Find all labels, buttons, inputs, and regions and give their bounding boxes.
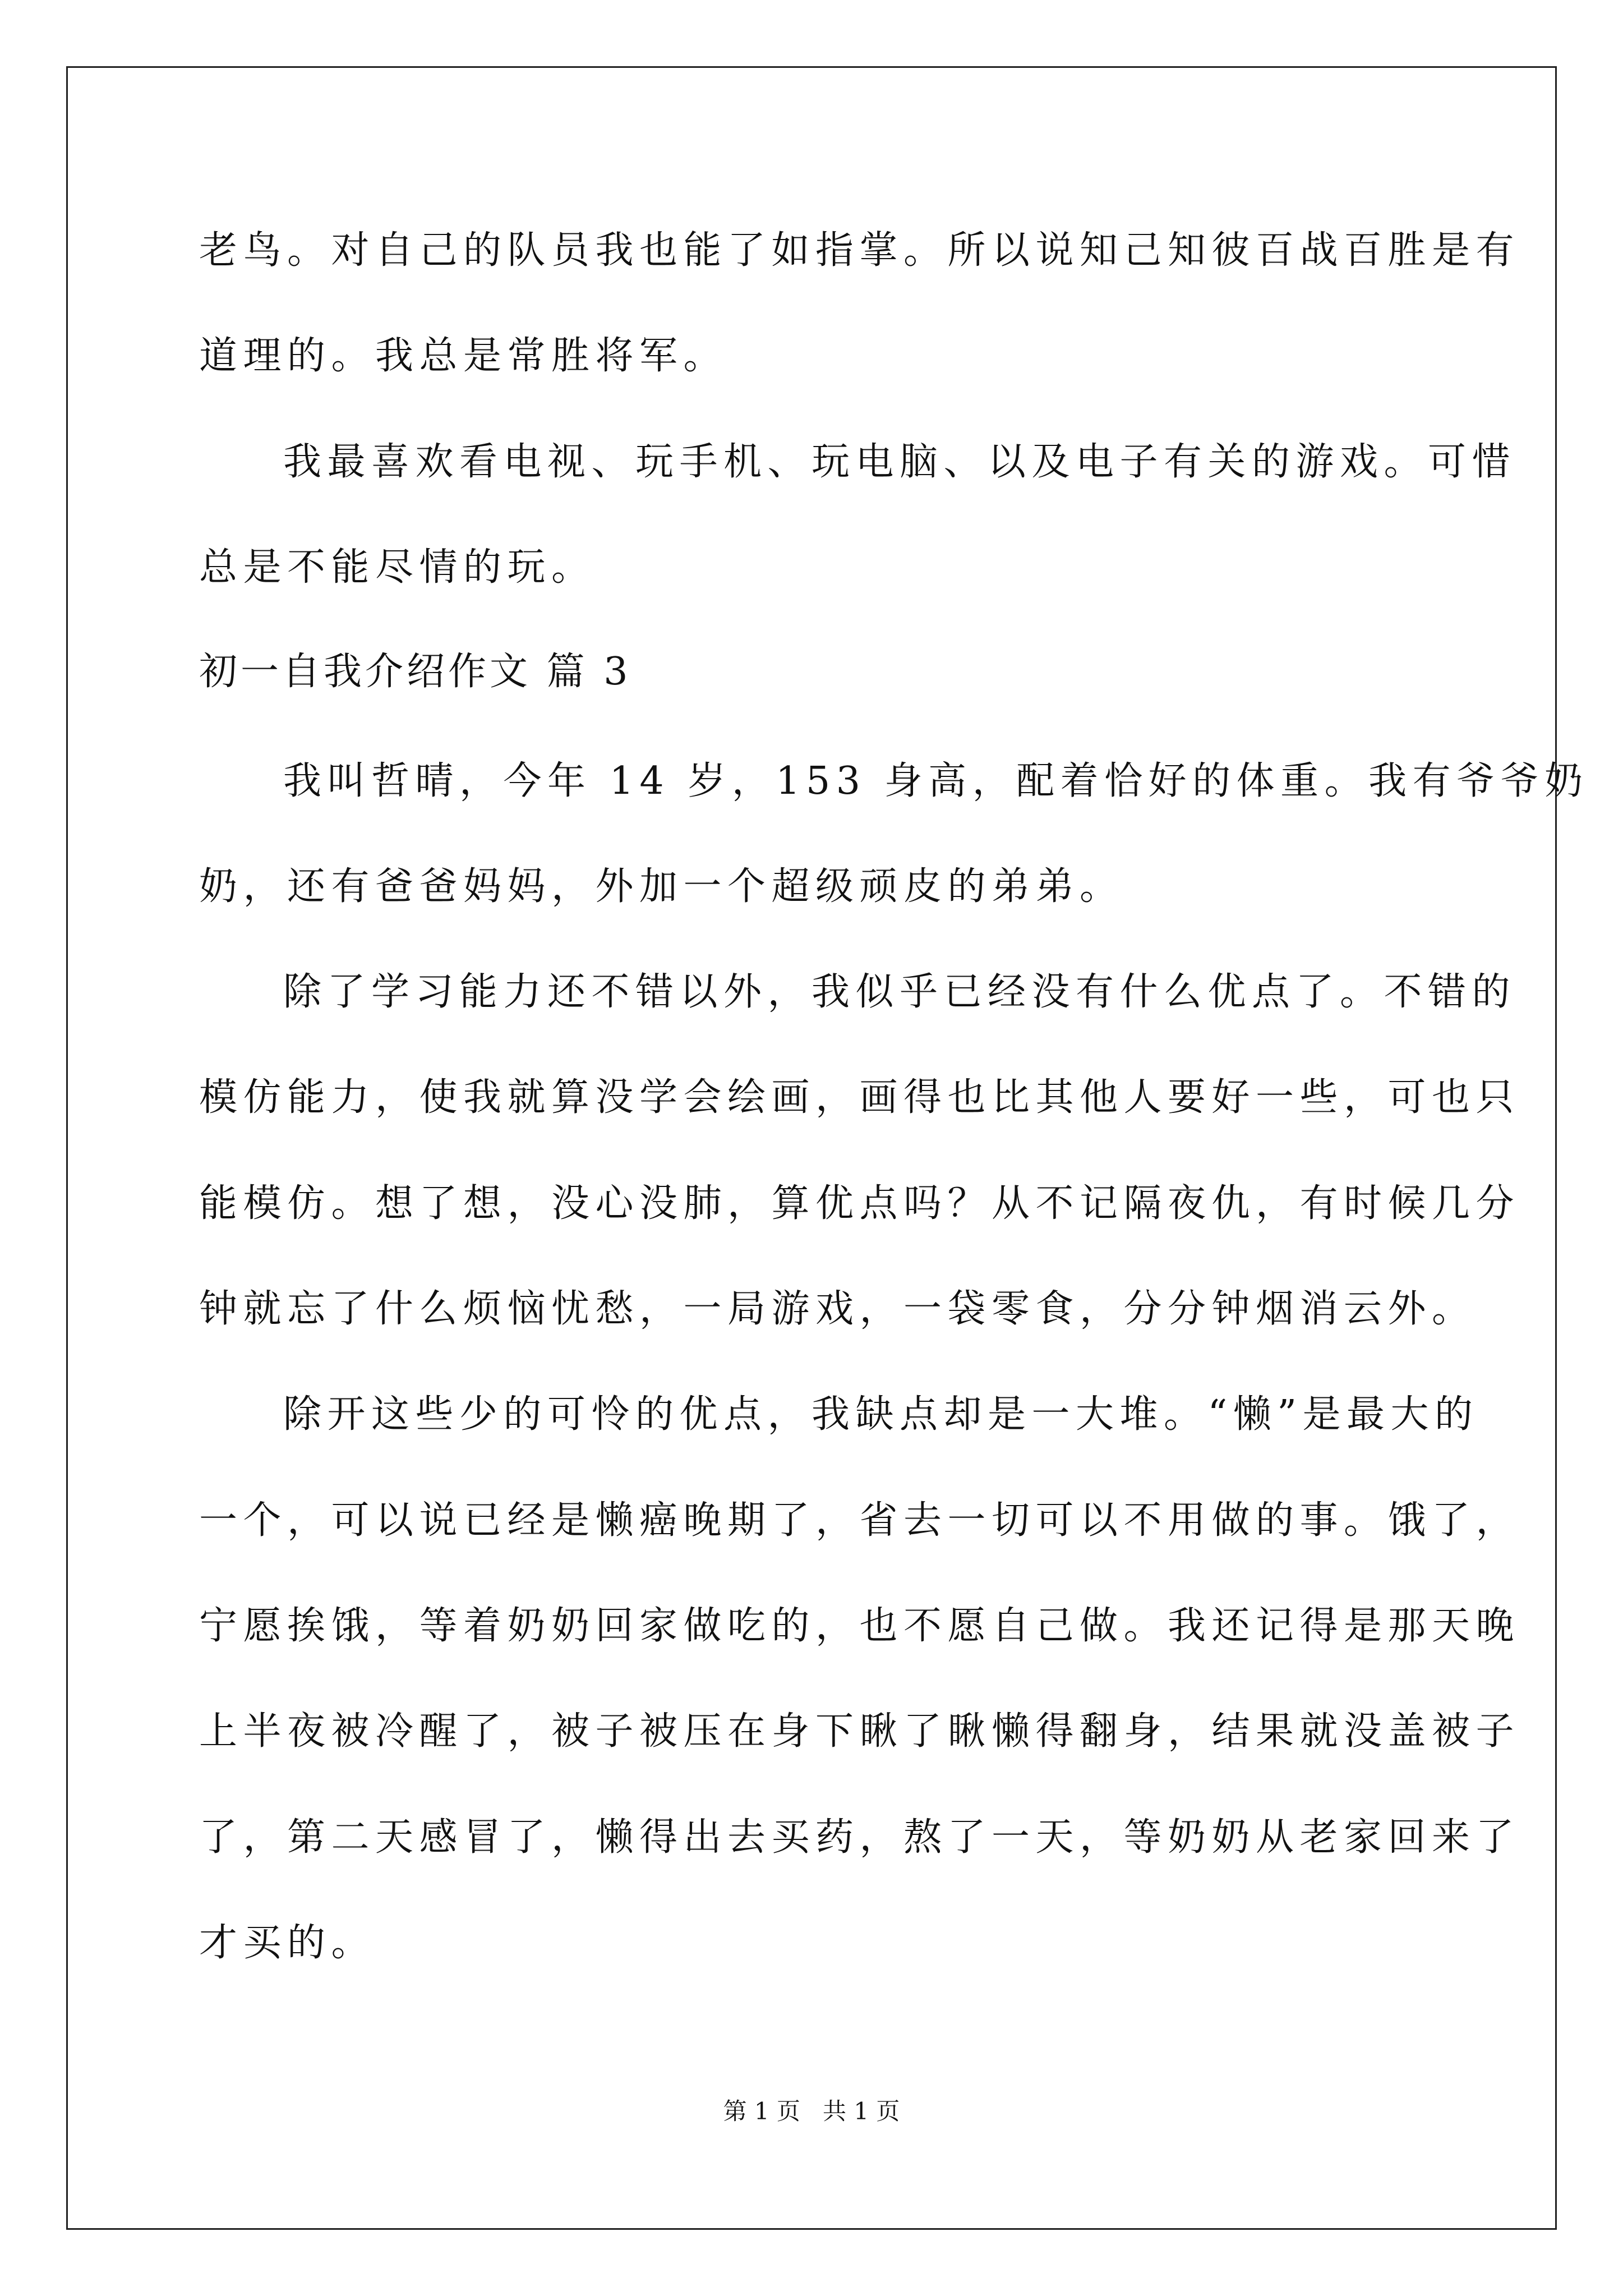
paragraph-start: 我最喜欢看电视、玩手机、玩电脑、以及电子有关的游戏。可惜 — [283, 440, 1516, 484]
text-line: 了，第二天感冒了，懒得出去买药，熬了一天，等奶奶从老家回来了 — [199, 1815, 1520, 1860]
text-line: 模仿能力，使我就算没学会绘画，画得也比其他人要好一些，可也只 — [199, 1075, 1520, 1120]
text-line: 道理的。我总是常胜将军。 — [199, 334, 728, 378]
paragraph-start: 除开这些少的可怜的优点，我缺点却是一大堆。“懒”是最大的 — [283, 1392, 1479, 1437]
page-total: 共 1 页 — [823, 2097, 900, 2125]
text-line: 上半夜被冷醒了，被子被压在身下瞅了瞅懒得翻身，结果就没盖被子 — [199, 1709, 1520, 1754]
text-line: 钟就忘了什么烦恼忧愁，一局游戏，一袋零食，分分钟烟消云外。 — [199, 1287, 1476, 1331]
page-border — [66, 66, 1557, 2230]
paragraph-start: 我叫哲晴，今年 14 岁，153 身高，配着恰好的体重。我有爷爷奶 — [283, 759, 1589, 803]
text-line: 奶，还有爸爸妈妈，外加一个超级顽皮的弟弟。 — [199, 864, 1124, 909]
section-heading: 初一自我介绍作文 篇 3 — [199, 650, 631, 694]
text-line: 宁愿挨饿，等着奶奶回家做吃的，也不愿自己做。我还记得是那天晚 — [199, 1604, 1520, 1648]
paragraph-start: 除了学习能力还不错以外，我似乎已经没有什么优点了。不错的 — [283, 970, 1516, 1014]
page-number: 第 1 页 — [723, 2097, 800, 2125]
text-line: 老鸟。对自己的队员我也能了如指掌。所以说知己知彼百战百胜是有 — [199, 228, 1520, 273]
text-line: 才买的。 — [199, 1921, 376, 1965]
page-footer — [0, 2097, 1623, 2125]
text-line: 能模仿。想了想，没心没肺，算优点吗？从不记隔夜仇，有时候几分 — [199, 1181, 1520, 1226]
text-line: 一个，可以说已经是懒癌晚期了，省去一切可以不用做的事。饿了， — [199, 1498, 1520, 1543]
text-line: 总是不能尽情的玩。 — [199, 545, 596, 590]
